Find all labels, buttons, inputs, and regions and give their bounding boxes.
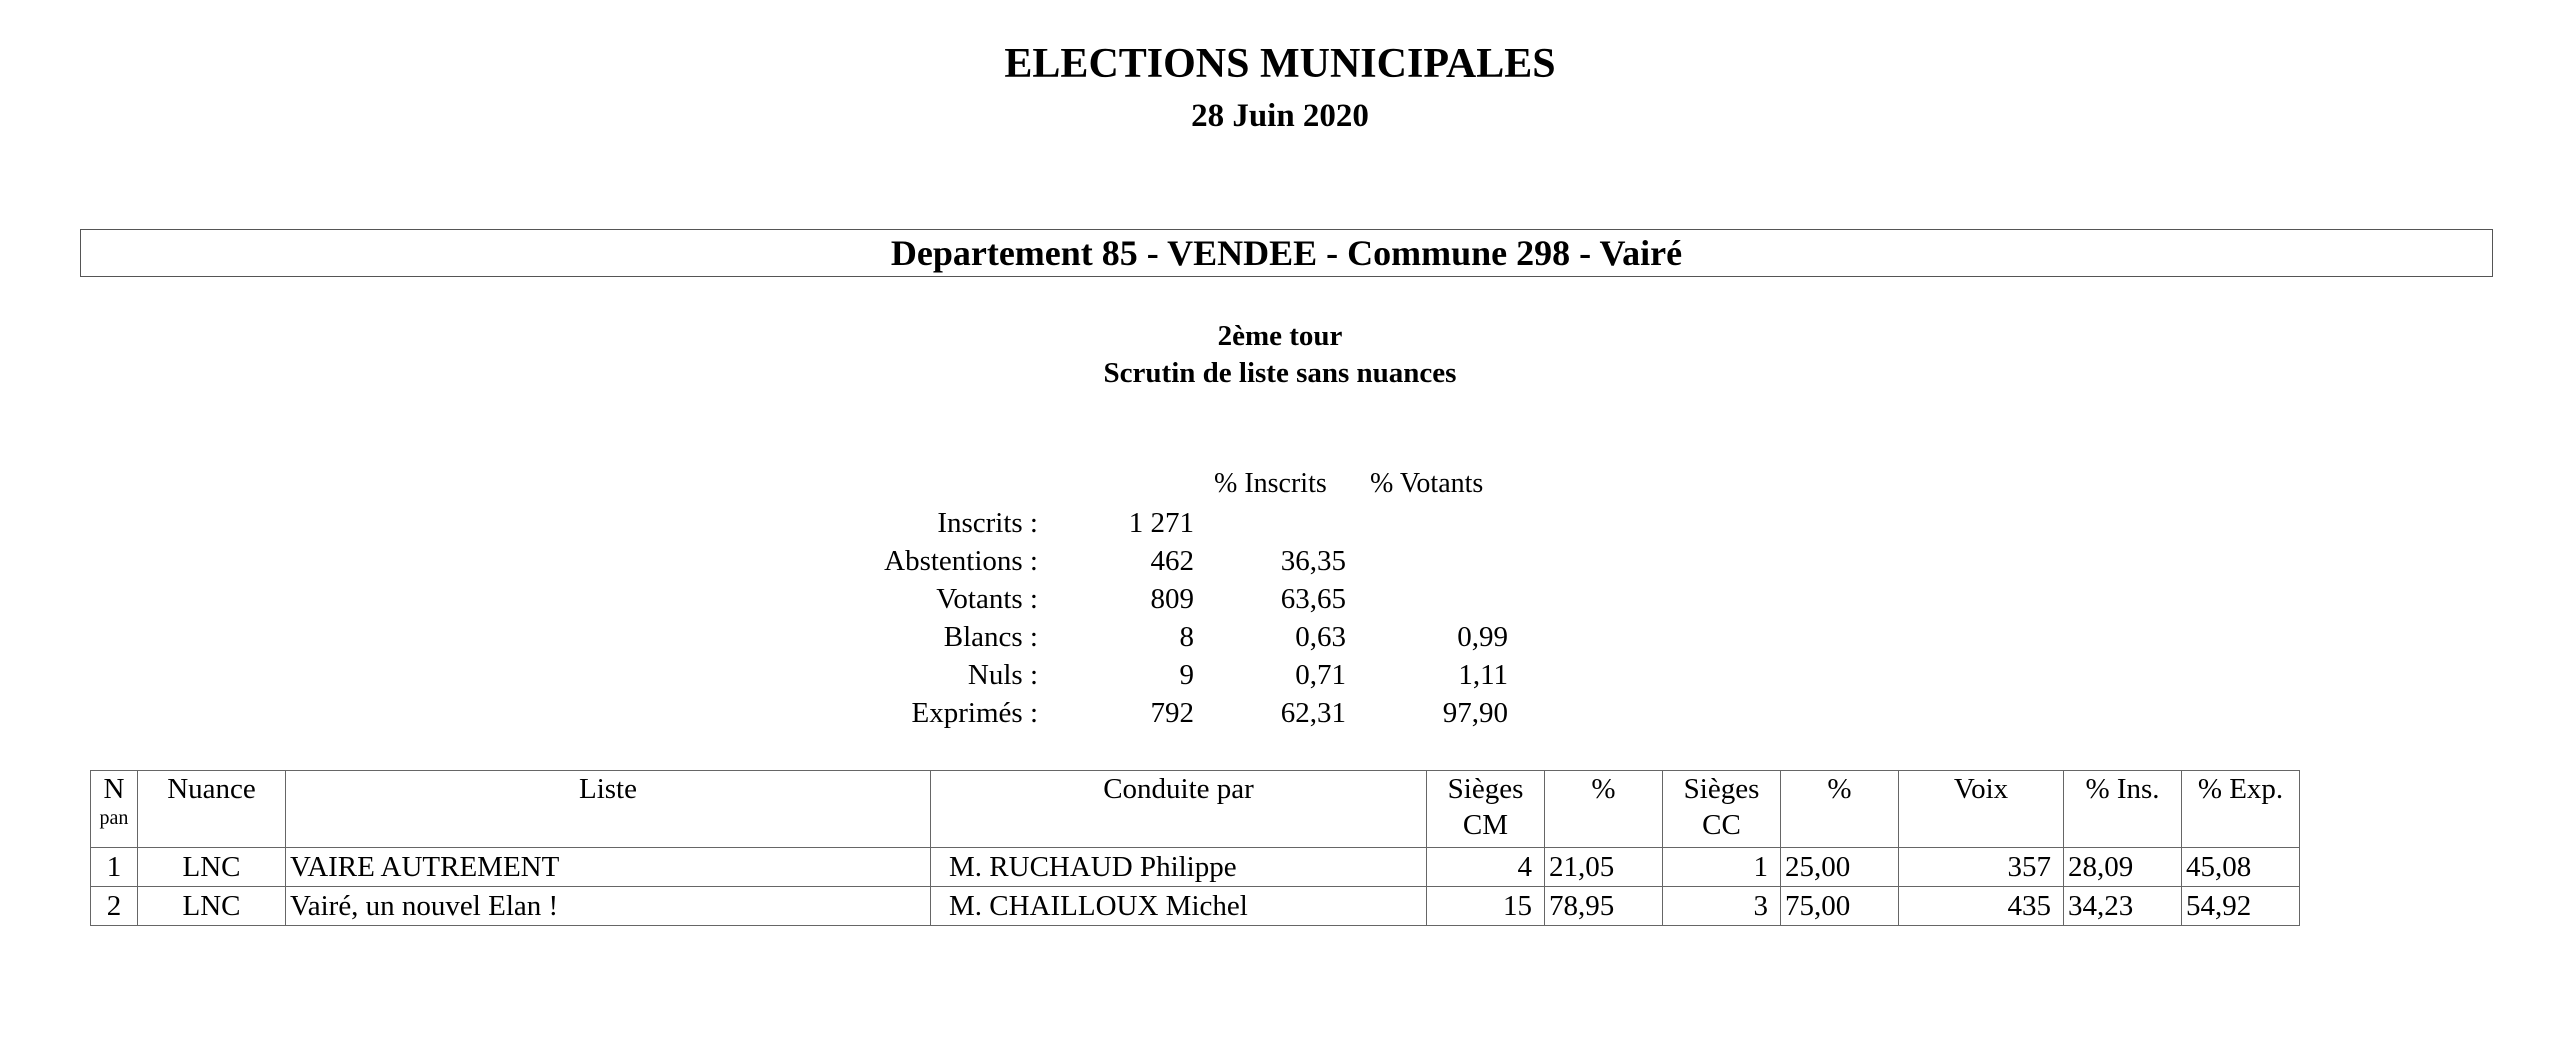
stats-value: 462 (1150, 545, 1194, 577)
cell-conduite: M. CHAILLOUX Michel (931, 887, 1427, 926)
cell-pct-cm: 21,05 (1545, 848, 1663, 887)
stats-header-pct-votants: % Votants (1370, 468, 1484, 499)
header-sieges-cc-bottom: CC (1702, 809, 1741, 841)
header-nuance: Nuance (138, 771, 286, 848)
header-pct-cc: % (1781, 771, 1899, 848)
cell-pct-exp: 45,08 (2182, 848, 2300, 887)
header-pct-ins: % Ins. (2064, 771, 2182, 848)
stats-value: 8 (1179, 621, 1194, 653)
table-row (91, 848, 2300, 887)
stats-pct-votants: 1,11 (1458, 659, 1508, 691)
cell-sieges-cc: 1 (1663, 848, 1781, 887)
cell-conduite: M. RUCHAUD Philippe (931, 848, 1427, 887)
cell-pct-cc: 75,00 (1781, 887, 1899, 926)
cell-pct-ins: 28,09 (2064, 848, 2182, 887)
stats-value: 792 (1150, 697, 1194, 729)
cell-pct-ins: 34,23 (2064, 887, 2182, 926)
stats-row (0, 504, 2560, 542)
stats-value: 1 271 (1128, 507, 1194, 539)
stats-row (0, 580, 2560, 618)
stats-label: Blancs : (943, 621, 1038, 653)
header-sieges-cc (1663, 771, 1781, 848)
header-n (91, 771, 138, 848)
cell-n: 2 (91, 887, 138, 926)
stats-pct-inscrits: 62,31 (1280, 697, 1346, 729)
header-pct-cm: % (1545, 771, 1663, 848)
stats-label: Nuls : (967, 659, 1038, 691)
stats-label: Abstentions : (884, 545, 1038, 577)
header-liste: Liste (286, 771, 931, 848)
header-sieges-cc-top: Sièges (1683, 773, 1760, 805)
cell-nuance: LNC (138, 887, 286, 926)
stats-row (0, 656, 2560, 694)
cell-liste: VAIRE AUTREMENT (286, 848, 931, 887)
cell-sieges-cm: 15 (1427, 887, 1545, 926)
header-n-bottom: pan (99, 807, 129, 829)
cell-n: 1 (91, 848, 138, 887)
header-n-top: N (103, 773, 125, 805)
cell-sieges-cm: 4 (1427, 848, 1545, 887)
cell-voix: 435 (1899, 887, 2064, 926)
page-title: ELECTIONS MUNICIPALES (1004, 41, 1556, 87)
election-date: 28 Juin 2020 (1191, 98, 1369, 134)
header-sieges-cm-top: Sièges (1447, 773, 1524, 805)
stats-value: 9 (1179, 659, 1194, 691)
cell-nuance: LNC (138, 848, 286, 887)
commune-heading: Departement 85 - VENDEE - Commune 298 - Vairé (80, 229, 2493, 277)
stats-label: Votants : (936, 583, 1038, 615)
stats-pct-votants: 97,90 (1442, 697, 1508, 729)
cell-liste: Vairé, un nouvel Elan ! (286, 887, 931, 926)
cell-voix: 357 (1899, 848, 2064, 887)
stats-row (0, 542, 2560, 580)
stats-header-pct-inscrits: % Inscrits (1214, 468, 1327, 499)
table-row (91, 887, 2300, 926)
header-pct-exp: % Exp. (2182, 771, 2300, 848)
header-sieges-cm-bottom: CM (1462, 809, 1509, 841)
cell-sieges-cc: 3 (1663, 887, 1781, 926)
results-table (90, 770, 2300, 926)
table-header-row (91, 771, 2300, 848)
stats-pct-votants: 0,99 (1457, 621, 1508, 653)
stats-label: Exprimés : (911, 697, 1038, 729)
cell-pct-cm: 78,95 (1545, 887, 1663, 926)
header-conduite: Conduite par (931, 771, 1427, 848)
cell-pct-exp: 54,92 (2182, 887, 2300, 926)
header-sieges-cm (1427, 771, 1545, 848)
stats-pct-inscrits: 36,35 (1280, 545, 1346, 577)
stats-pct-inscrits: 63,65 (1280, 583, 1346, 615)
stats-pct-inscrits: 0,71 (1295, 659, 1346, 691)
scrutin-label: Scrutin de liste sans nuances (1103, 357, 1457, 389)
cell-pct-cc: 25,00 (1781, 848, 1899, 887)
stats-row (0, 618, 2560, 656)
stats-value: 809 (1150, 583, 1194, 615)
stats-label: Inscrits : (937, 507, 1038, 539)
header-voix: Voix (1899, 771, 2064, 848)
stats-pct-inscrits: 0,63 (1295, 621, 1346, 653)
stats-row (0, 694, 2560, 732)
tour-label: 2ème tour (1217, 320, 1343, 352)
